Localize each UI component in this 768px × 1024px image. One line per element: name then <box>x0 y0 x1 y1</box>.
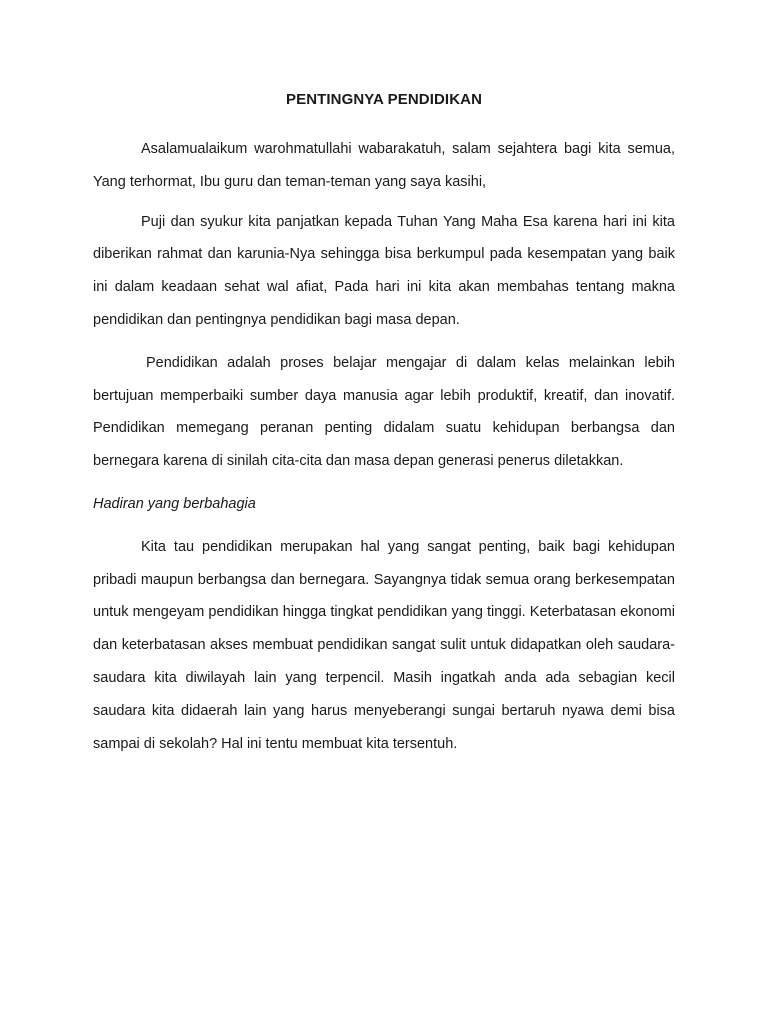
subheading-address: Hadiran yang berbahagia <box>93 495 256 512</box>
paragraph-definition: Pendidikan adalah proses belajar mengajar di dalam kelas melainkan lebih bertujuan memperbaiki sumber daya manusia agar lebih produktif, kreatif, dan inovatif. Pendidikan memegang peranan penting didalam suatu kehidupan berbangsa dan bernegara karena di sinilah cita-cita dan masa depan generasi penerus diletakkan. <box>93 354 675 470</box>
paragraph-importance: Kita tau pendidikan merupakan hal yang sangat penting, baik bagi kehidupan pribadi maupun berbangsa dan bernegara. Sayangnya tidak semua orang berkesempatan untuk mengeyam pendidikan hingga tingkat pendidikan yang tinggi. Keterbatasan ekonomi dan keterbatasan akses membuat pendidikan sangat sulit untuk didapatkan oleh saudara-saudara kita diwilayah lain yang terpencil. Masih ingatkah anda ada sebagian kecil saudara kita didaerah lain yang harus menyeberangi sungai bertaruh nyawa demi bisa sampai di sekolah? Hal ini tentu membuat kita tersentuh. <box>93 538 675 752</box>
paragraph-greeting: Asalamualaikum warohmatullahi wabarakatuh, salam sejahtera bagi kita semua, Yang terhormat, Ibu guru dan teman-teman yang saya kasihi, <box>93 141 675 190</box>
paragraph-gratitude: Puji dan syukur kita panjatkan kepada Tuhan Yang Maha Esa karena hari ini kita diberikan rahmat dan karunia-Nya sehingga bisa berkumpul pada kesempatan yang baik ini dalam keadaan sehat wal afiat, Pada hari ini kita akan membahas tentang makna pendidikan dan pentingnya pendidikan bagi masa depan. <box>93 213 675 328</box>
document-title: PENTINGNYA PENDIDIKAN <box>285 91 483 108</box>
document-body <box>93 88 675 770</box>
